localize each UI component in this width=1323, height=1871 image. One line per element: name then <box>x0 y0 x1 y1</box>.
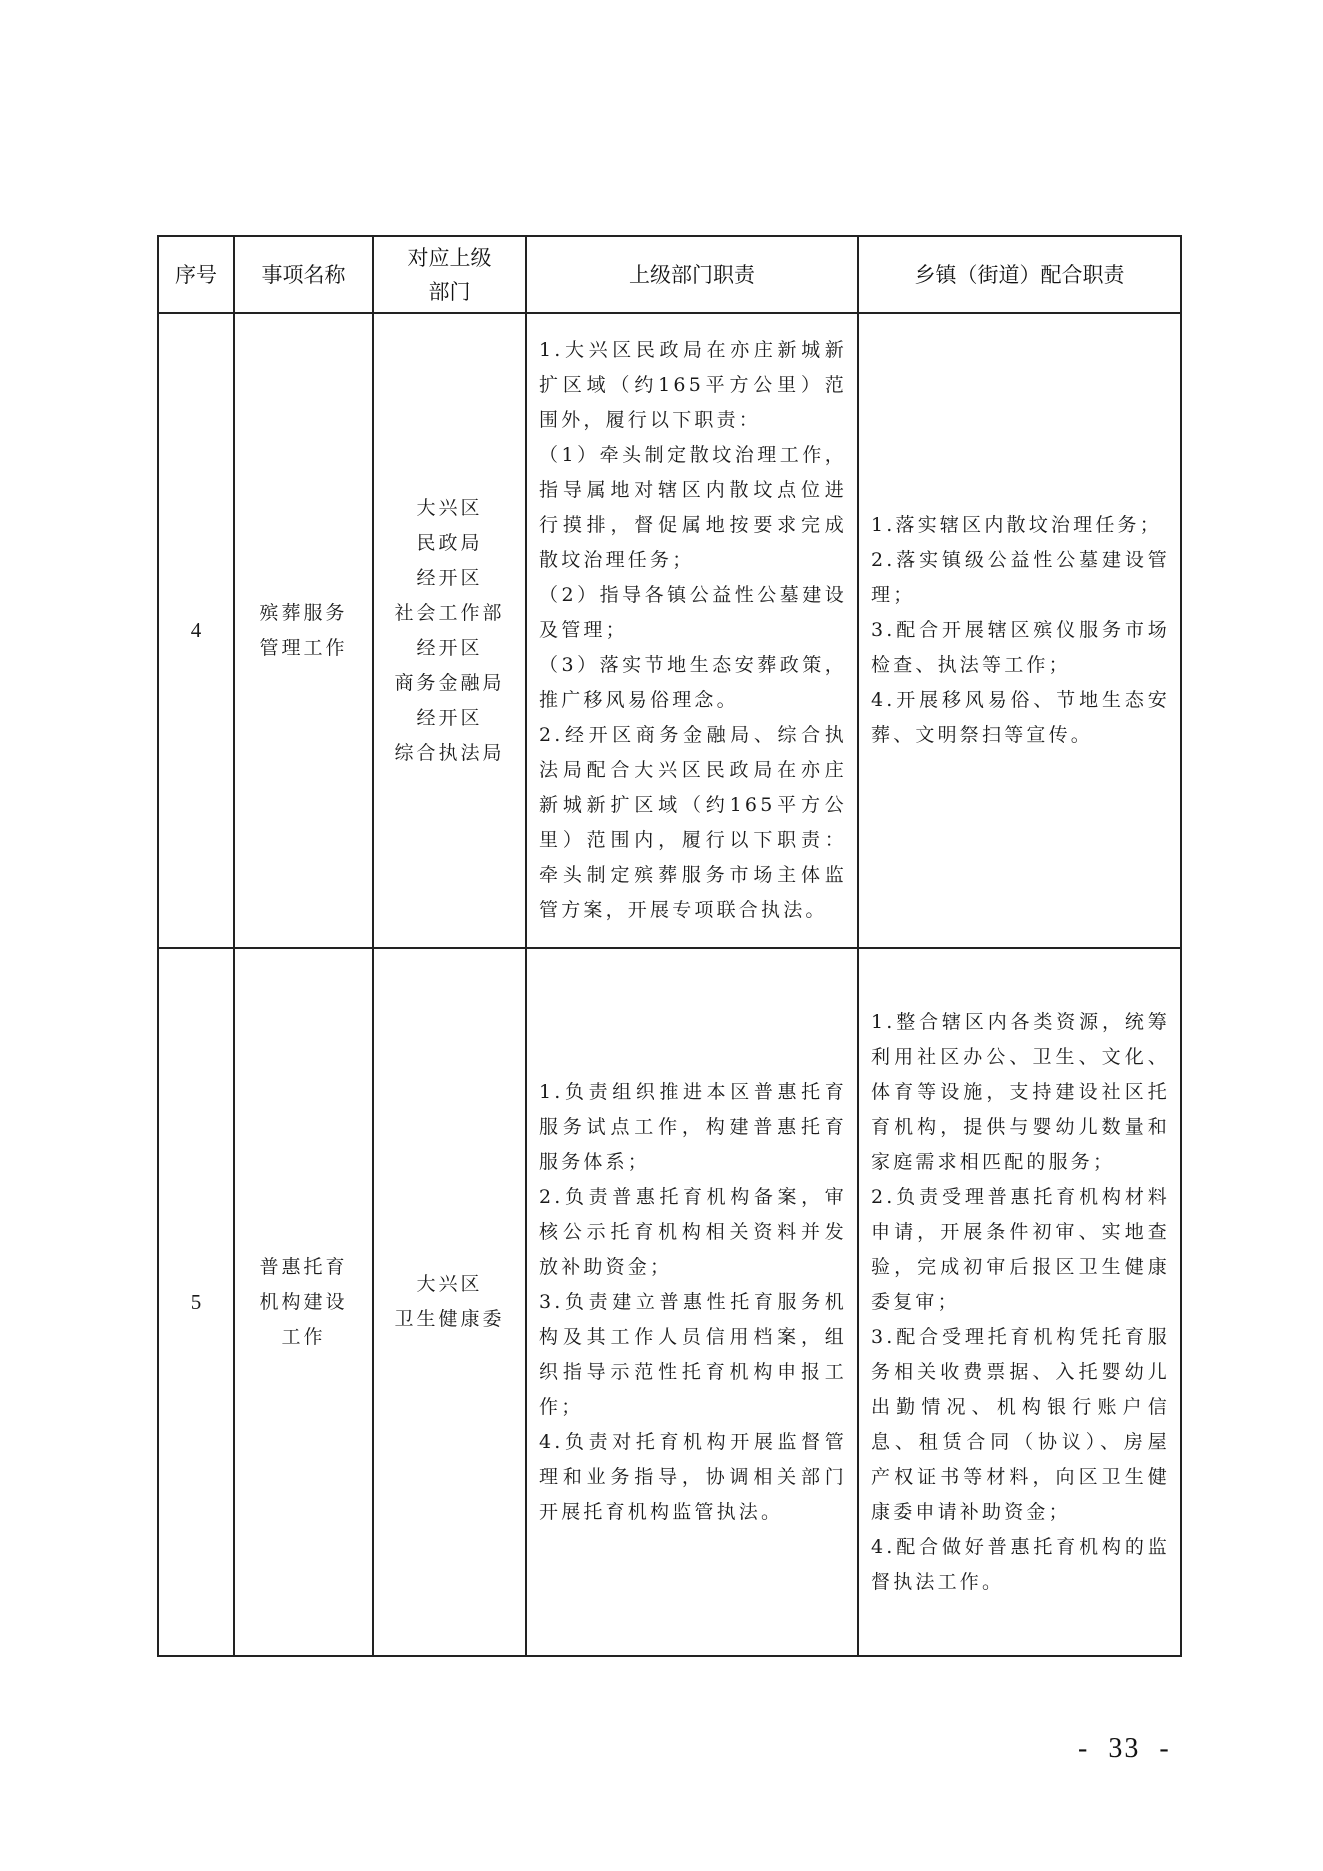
dept-line: 大兴区 <box>416 1273 483 1295</box>
cell-upper-duty <box>526 313 858 948</box>
item-name-line: 工作 <box>281 1325 326 1348</box>
page-number <box>1068 1733 1181 1765</box>
town-duty-text <box>859 1005 1180 1600</box>
duty-paragraph: 1.整合辖区内各类资源，统筹利用社区办公、卫生、文化、体育等设施，支持建设社区托育机构，提供与婴幼儿数量和家庭需求相匹配的服务； <box>871 1010 1170 1173</box>
dept-line: 经开区 <box>416 706 483 729</box>
dept-line: 社会工作部 <box>394 601 505 624</box>
header-dept-line2: 部门 <box>428 279 471 304</box>
responsibility-table <box>157 235 1182 1657</box>
header-dept <box>373 236 526 313</box>
dept-line: 经开区 <box>416 566 483 589</box>
duty-paragraph: 2.负责普惠托育机构备案，审核公示托育机构相关资料并发放补助资金； <box>539 1185 847 1278</box>
town-duty-text <box>859 508 1180 753</box>
upper-duty-text <box>527 1075 857 1530</box>
table-header-row <box>158 236 1181 313</box>
cell-dept <box>373 948 526 1656</box>
item-name-line: 殡葬服务 <box>259 601 348 624</box>
table-row <box>158 948 1181 1656</box>
dept-line: 民政局 <box>416 531 483 554</box>
duty-paragraph: 2.落实镇级公益性公墓建设管理； <box>871 549 1170 606</box>
duty-paragraph: 4.配合做好普惠托育机构的监督执法工作。 <box>871 1535 1170 1593</box>
header-town-duty: 乡镇（街道）配合职责 <box>858 236 1181 313</box>
page-number-dash-right: - <box>1159 1733 1171 1764</box>
cell-upper-duty <box>526 948 858 1656</box>
cell-dept <box>373 313 526 948</box>
cell-seq: 5 <box>158 948 234 1656</box>
duty-paragraph: 1.负责组织推进本区普惠托育服务试点工作，构建普惠托育服务体系； <box>539 1080 847 1173</box>
header-item-name: 事项名称 <box>234 236 373 313</box>
page-number-value: 33 <box>1108 1733 1141 1764</box>
dept-line: 综合执法局 <box>394 741 505 764</box>
item-name-line: 管理工作 <box>259 636 348 659</box>
duty-paragraph: 3.配合受理托育机构凭托育服务相关收费票据、入托婴幼儿出勤情况、机构银行账户信息、租赁合同（协议）、房屋产权证书等材料，向区卫生健康委申请补助资金； <box>871 1325 1170 1523</box>
dept-line: 大兴区 <box>416 496 483 519</box>
table-row <box>158 313 1181 948</box>
dept-line: 经开区 <box>416 636 483 659</box>
dept-line: 商务金融局 <box>394 671 505 694</box>
header-seq: 序号 <box>158 236 234 313</box>
item-name-line: 机构建设 <box>259 1290 348 1313</box>
cell-town-duty <box>858 313 1181 948</box>
duty-paragraph: 1.落实辖区内散坟治理任务； <box>871 514 1162 536</box>
duty-paragraph: （2）指导各镇公益性公墓建设及管理； <box>539 584 847 641</box>
duty-paragraph: 3.负责建立普惠性托育服务机构及其工作人员信用档案，组织指导示范性托育机构申报工作； <box>539 1290 847 1418</box>
upper-duty-text <box>527 333 857 928</box>
duty-paragraph: （3）落实节地生态安葬政策，推广移风易俗理念。 <box>539 654 847 711</box>
duty-paragraph: 4.负责对托育机构开展监督管理和业务指导，协调相关部门开展托育机构监管执法。 <box>539 1430 847 1523</box>
cell-item-name <box>234 948 373 1656</box>
cell-item-name <box>234 313 373 948</box>
duty-paragraph: 2.负责受理普惠托育机构材料申请，开展条件初审、实地查验，完成初审后报区卫生健康委复审； <box>871 1185 1170 1313</box>
page-number-dash-left: - <box>1078 1733 1090 1764</box>
item-name-line: 普惠托育 <box>259 1255 348 1278</box>
duty-paragraph: 3.配合开展辖区殡仪服务市场检查、执法等工作； <box>871 619 1170 676</box>
cell-seq: 4 <box>158 313 234 948</box>
header-dept-line1: 对应上级 <box>407 245 492 270</box>
dept-line: 卫生健康委 <box>394 1308 505 1330</box>
duty-paragraph: 1.大兴区民政局在亦庄新城新扩区域（约165平方公里）范围外，履行以下职责： <box>539 339 847 431</box>
cell-town-duty <box>858 948 1181 1656</box>
header-upper-duty: 上级部门职责 <box>526 236 858 313</box>
duty-paragraph: 4.开展移风易俗、节地生态安葬、文明祭扫等宣传。 <box>871 689 1170 746</box>
duty-paragraph: （1）牵头制定散坟治理工作，指导属地对辖区内散坟点位进行摸排，督促属地按要求完成散坟治理任务； <box>539 444 847 571</box>
duty-paragraph: 2.经开区商务金融局、综合执法局配合大兴区民政局在亦庄新城新扩区域（约165平方公里）范围内，履行以下职责：牵头制定殡葬服务市场主体监管方案，开展专项联合执法。 <box>539 724 847 921</box>
